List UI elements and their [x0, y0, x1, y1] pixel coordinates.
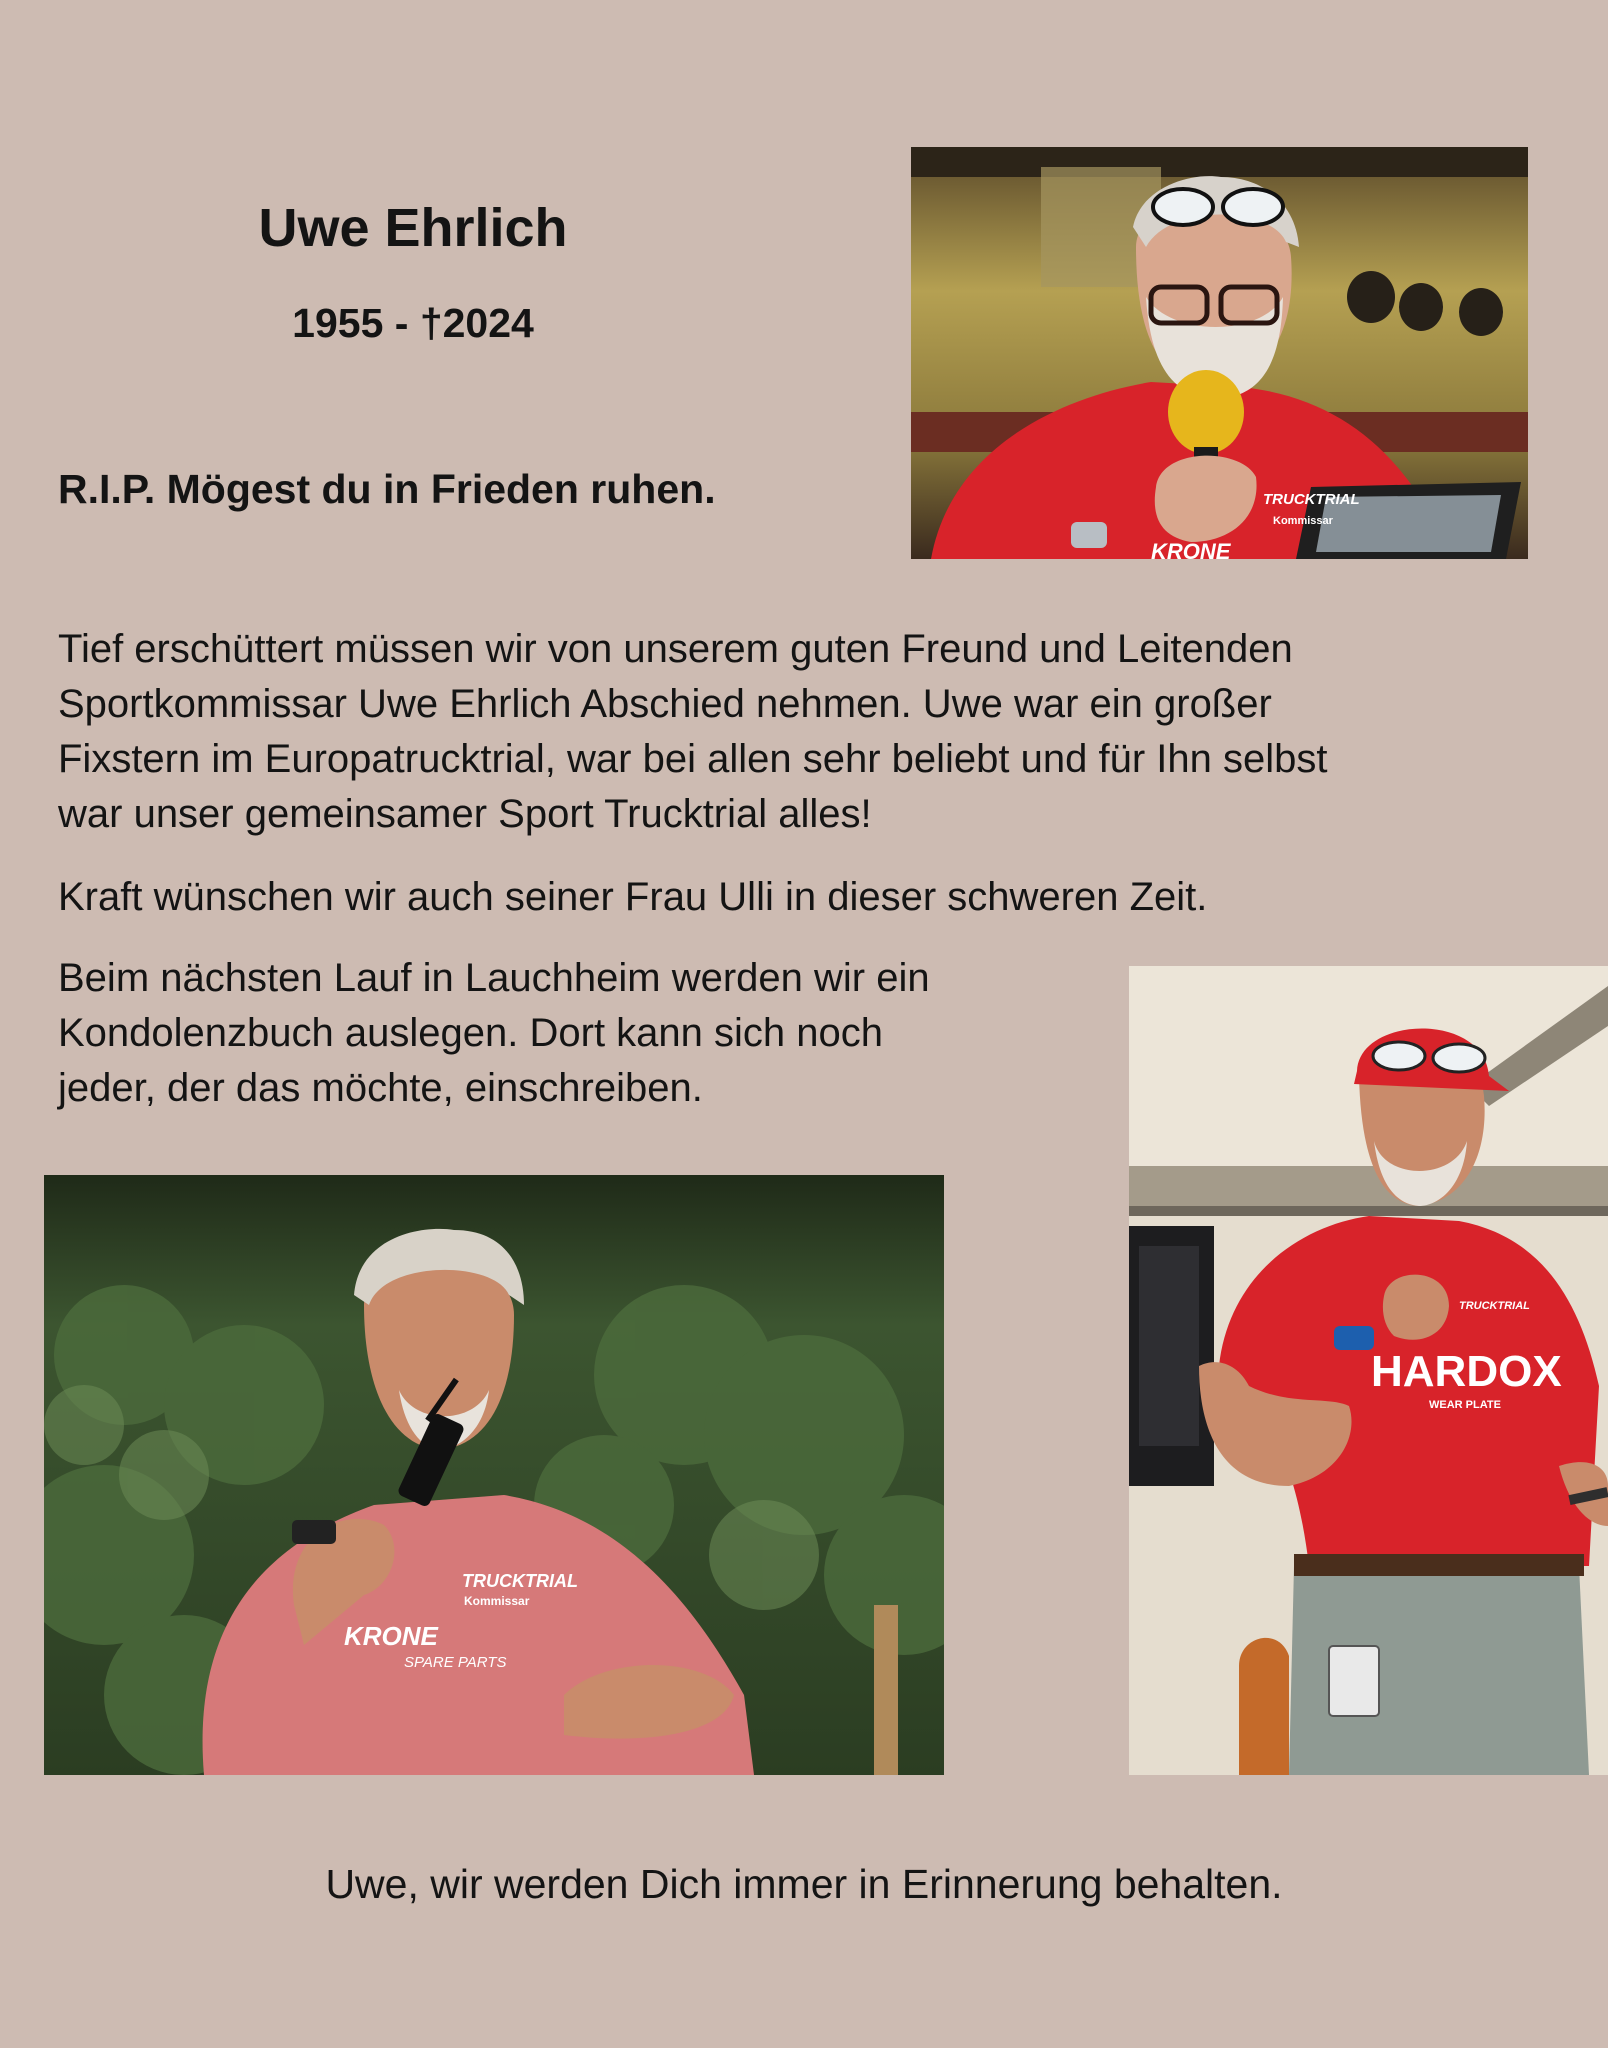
shirt-logo-text: TRUCKTRIAL	[1263, 491, 1360, 508]
life-dates: 1955 - †2024	[292, 300, 534, 346]
photo-microphone	[911, 147, 1528, 559]
paragraph-condolence-book	[58, 951, 930, 1116]
shirt-hardox-text: HARDOX	[1371, 1347, 1562, 1396]
paragraph-line: jeder, der das möchte, einschreiben.	[58, 1066, 703, 1110]
shirt-brand-subtext: SPARE PARTS	[404, 1654, 507, 1671]
shirt-logo-text: TRUCKTRIAL	[462, 1571, 578, 1591]
paragraph-tribute	[58, 622, 1327, 842]
shirt-brand-text: KRONE	[1151, 539, 1231, 559]
page-title: Uwe Ehrlich	[258, 198, 568, 258]
paragraph-line: Fixstern im Europatrucktrial, war bei allen sehr beliebt und für Ihn selbst	[58, 737, 1328, 781]
paragraph-line: Kondolenzbuch auslegen. Dort kann sich noch	[58, 1011, 883, 1055]
shirt-logo-subtext: Kommissar	[464, 1594, 530, 1608]
shirt-brand-text: KRONE	[344, 1621, 438, 1651]
shirt-logo-subtext: Kommissar	[1273, 515, 1333, 527]
shirt-chest-logo: TRUCKTRIAL	[1459, 1300, 1530, 1312]
photo-tent-smiling	[1129, 966, 1608, 1775]
paragraph-line: Sportkommissar Uwe Ehrlich Abschied nehmen. Uwe war ein großer	[58, 682, 1272, 726]
paragraph-condolence: Kraft wünschen wir auch seiner Frau Ulli in dieser schweren Zeit.	[58, 875, 1208, 919]
paragraph-line: Tief erschüttert müssen wir von unserem guten Freund und Leitenden	[58, 627, 1293, 671]
rip-heading: R.I.P. Mögest du in Frieden ruhen.	[58, 466, 716, 512]
photo-walkie-talkie	[44, 1175, 944, 1775]
closing-text: Uwe, wir werden Dich immer in Erinnerung behalten.	[325, 1861, 1283, 1907]
paragraph-line: war unser gemeinsamer Sport Trucktrial alles!	[58, 792, 872, 836]
paragraph-line: Beim nächsten Lauf in Lauchheim werden wir ein	[58, 956, 930, 1000]
shirt-hardox-subtext: WEAR PLATE	[1429, 1399, 1501, 1411]
